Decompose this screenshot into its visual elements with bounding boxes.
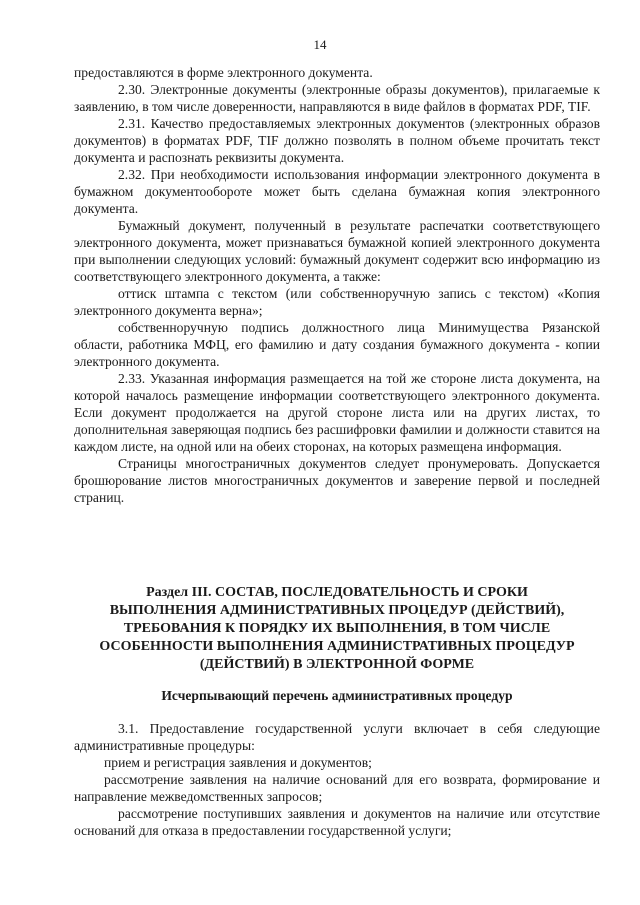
section-heading-line: Раздел III. СОСТАВ, ПОСЛЕДОВАТЕЛЬНОСТЬ И СРОКИ (146, 585, 528, 600)
paragraph-pages: Страницы многостраничных документов следует пронумеровать. Допускается брошюрование листов многостраничных документов и заверение первой и последней страниц. (74, 456, 600, 505)
paragraph-2-33: 2.33. Указанная информация размещается на той же стороне листа документа, на которой началось размещение информации соответствующего электронного документа. Если документ продолжается на другой стороне листа или на других листах, то дополнительная заверяющая подпись без расшифровки фамилии и должности ставится на каждом листе, на одной или на обеих сторонах, на которых размещена информация. (74, 371, 600, 454)
list-item: рассмотрение поступивших заявления и документов на наличие или отсутствие оснований для отказа в предоставлении государственной услуги; (74, 806, 600, 838)
section-heading-line: ТРЕБОВАНИЯ К ПОРЯДКУ ИХ ВЫПОЛНЕНИЯ, В ТОМ ЧИСЛЕ (123, 621, 551, 636)
section-heading-line: (ДЕЙСТВИЙ) В ЭЛЕКТРОННОЙ ФОРМЕ (199, 657, 475, 672)
subsection-heading: Исчерпывающий перечень административных процедур (161, 688, 513, 703)
paragraph-continuation: предоставляются в форме электронного документа. (74, 65, 373, 80)
list-item: рассмотрение заявления на наличие оснований для его возврата, формирование и направление межведомственных запросов; (74, 772, 600, 804)
page-number: 14 (313, 37, 327, 52)
procedures-list (74, 720, 600, 839)
paragraph-2-30: 2.30. Электронные документы (электронные образы документов), прилагаемые к заявлению, в том числе доверенности, направляются в виде файлов в форматах PDF, TIF. (74, 82, 600, 114)
paragraph-stamp: оттиск штампа с текстом (или собственноручную запись с текстом) «Копия электронного документа верна»; (74, 286, 600, 318)
section-heading (74, 584, 600, 674)
section-heading-line: ВЫПОЛНЕНИЯ АДМИНИСТРАТИВНЫХ ПРОЦЕДУР (ДЕЙСТВИЙ), (109, 603, 565, 618)
document-body (74, 64, 600, 506)
paragraph-signature: собственноручную подпись должностного лица Минимущества Рязанской области, работника МФЦ, его фамилию и дату создания бумажного документа - копии электронного документа. (74, 320, 600, 369)
paragraph-2-31: 2.31. Качество предоставляемых электронных документов (электронных образов документов) в форматах PDF, TIF должно позволять в полном объеме прочитать текст документа и распознать реквизиты документа. (74, 116, 600, 165)
paragraph-3-1: 3.1. Предоставление государственной услуги включает в себя следующие административные процедуры: (74, 721, 600, 753)
paragraph-2-32: 2.32. При необходимости использования информации электронного документа в бумажном документообороте может быть сделана бумажная копия электронного документа. (74, 167, 600, 216)
paragraph-paper-copy: Бумажный документ, полученный в результате распечатки соответствующего электронного документа, может признаваться бумажной копией электронного документа при выполнении следующих условий: бумажный документ содержит всю информацию из соответствующего электронного документа, а также: (74, 218, 600, 284)
list-item: прием и регистрация заявления и документов; (104, 755, 372, 770)
section-heading-line: ОСОБЕННОСТИ ВЫПОЛНЕНИЯ АДМИНИСТРАТИВНЫХ ПРОЦЕДУР (99, 639, 575, 654)
